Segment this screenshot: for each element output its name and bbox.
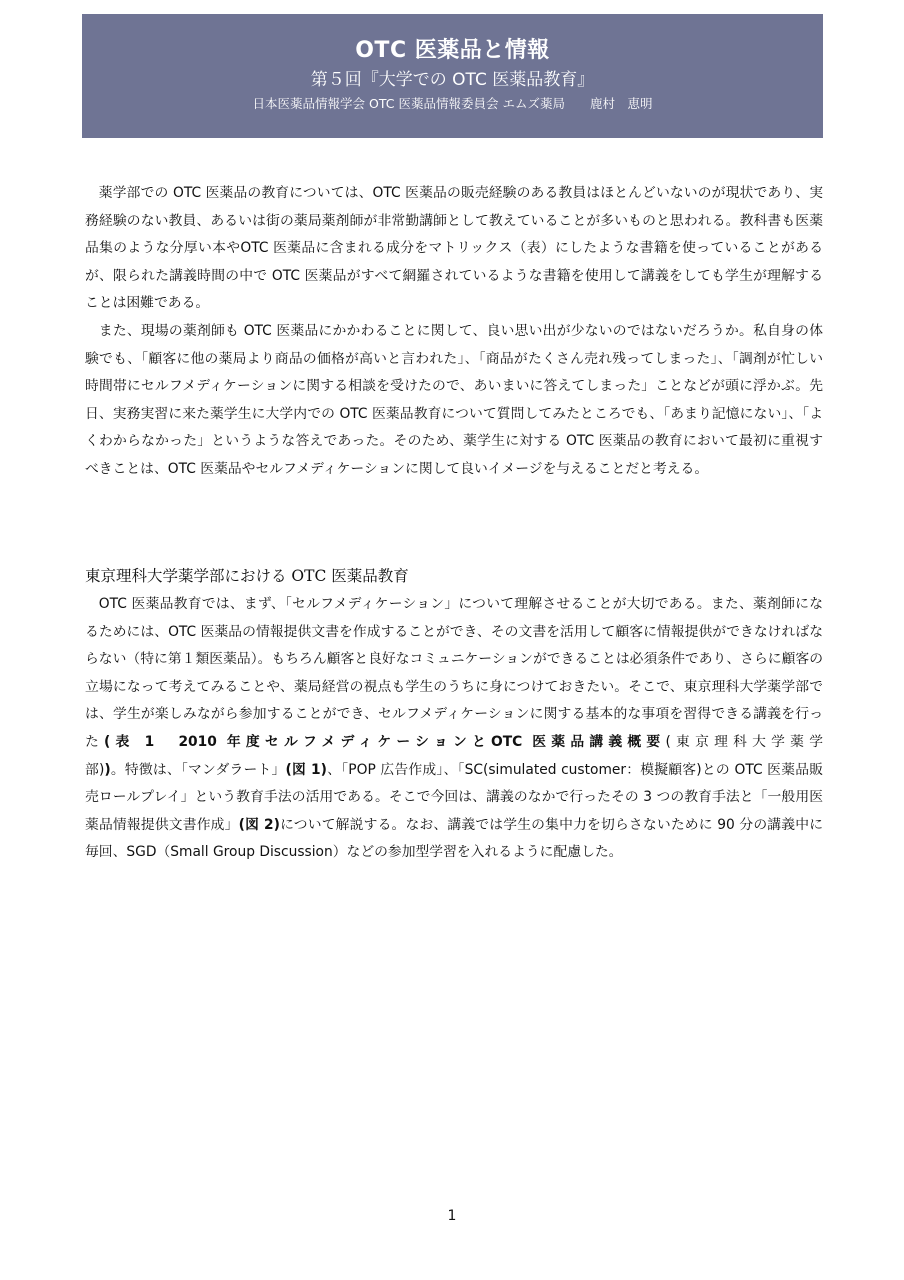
section-heading: 東京理科大学薬学部における OTC 医薬品教育	[85, 567, 409, 585]
section-text-end: について解説する。なお、講義では学生の集中力を切らさないために 90 分の講義中に毎回、SGD（Small Group Discussion）などの参加型学習を入れるように配慮した。	[85, 816, 824, 861]
page-number: 1	[447, 1208, 457, 1224]
page-subtitle: 第５回『大学での OTC 医薬品教育』	[310, 70, 595, 90]
figure-1-reference: (図 1)	[285, 761, 327, 778]
section-text-features: 。特徴は、「マンダラート」	[110, 761, 286, 778]
table-reference-close: )	[104, 761, 111, 778]
section-text-intro: OTC 医薬品教育では、まず、「セルフメディケーション」について理解させることが大切である。また、薬剤師になるためには、OTC 医薬品の情報提供文書を作成することができ、その文書を活用して顧客に情報提供ができなければならない（特に第１類医薬品）。もちろん顧客と良好なコミュニケーションができることは必須条件であり、さらに顧客の立場になって考えてみることや、薬局経営の視点も学生のうちに身につけておきたい。そこで、東京理科大学薬学部では、学生が楽しみながら参加することができ、セルフメディケーションに関する基本的な事項を習得できる講義を行った	[85, 596, 823, 750]
section-text-methods: 、「POP 広告作成」、「SC(simulated customer：模擬顧客)との OTC 医薬品販売ロールプレイ」という教育手法の活用である。そこで今回は、講義のなかで行ったその 3 つの教育手法と「一般用医薬品情報提供文書作成」	[85, 761, 823, 833]
section-body	[85, 591, 823, 867]
intro-paragraph-1: 薬学部での OTC 医薬品の教育については、OTC 医薬品の販売経験のある教員はほとんどいないのが現状であり、実務経験のない教員、あるいは街の薬局薬剤師が非常勤講師として教えていることが多いものと思われる。教科書も医薬品集のような分厚い本やOTC 医薬品に含まれる成分をマトリックス（表）にしたような書籍を使っていることがあるが、限られた講義時間の中で OTC 医薬品がすべて網羅されているような書籍を使用して講義をしても学生が理解することは困難である。	[85, 185, 823, 312]
intro-paragraph-2: また、現場の薬剤師も OTC 医薬品にかかわることに関して、良い思い出が少ないのではないだろうか。私自身の体験でも、「顧客に他の薬局より商品の価格が高いと言われた」、「商品がたくさん売れ残ってしまった」、「調剤が忙しい時間帯にセルフメディケーションに関する相談を受けたので、あいまいに答えてしまった」ことなどが頭に浮かぶ。先日、実務実習に来た薬学生に大学内での OTC 医薬品教育について質問してみたところでも、「あまり記憶にない」、「よくわからなかった」というような答えであった。そのため、薬学生に対する OTC 医薬品の教育において最初に重視すべきことは、OTC 医薬品やセルフメディケーションに関して良いイメージを与えることだと考える。	[85, 322, 823, 477]
section-paragraph	[85, 591, 823, 867]
page-title: OTC 医薬品と情報	[355, 38, 550, 63]
table-reference: (表 1 2010 年度セルフメディケーションとOTC 医薬品講義概要	[104, 733, 666, 750]
intro-section	[85, 180, 823, 484]
table-source: (東京理科大学薬学部)	[85, 733, 823, 778]
author-line: 日本医薬品情報学会 OTC 医薬品情報委員会 エムズ薬局 鹿村 恵明	[252, 96, 653, 111]
figure-2-reference: (図 2)	[238, 816, 280, 833]
header-banner	[82, 14, 823, 138]
